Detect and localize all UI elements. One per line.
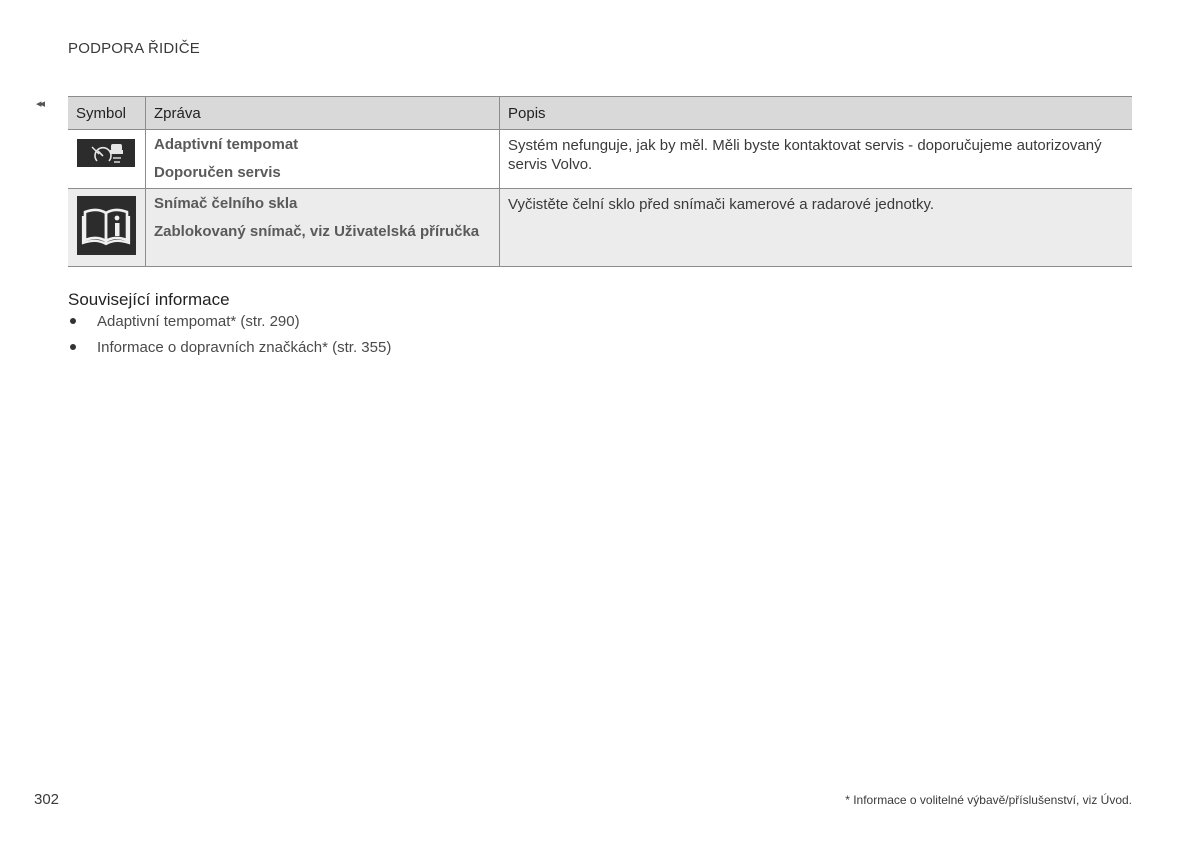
description-cell bbox=[500, 130, 1133, 189]
continued-marker-icon: ◂◂ bbox=[36, 98, 44, 110]
description-text: Vyčistěte čelní sklo před snímači kamerové a radarové jednotky. bbox=[508, 196, 935, 213]
message-cell bbox=[146, 130, 500, 189]
related-link-adaptive-cruise[interactable] bbox=[68, 312, 391, 338]
message-table bbox=[68, 96, 1132, 267]
section-title: PODPORA ŘIDIČE bbox=[68, 40, 200, 57]
message-title: Snímač čelního skla bbox=[154, 195, 298, 212]
message-subtitle: Doporučen servis bbox=[154, 164, 281, 181]
symbol-cell bbox=[68, 189, 146, 267]
related-link-traffic-signs[interactable] bbox=[68, 338, 391, 364]
cruise-control-warning-icon bbox=[77, 139, 135, 167]
related-link-label: Informace o dopravních značkách* (str. 355) bbox=[97, 339, 392, 356]
column-header-description: Popis bbox=[500, 97, 1133, 130]
table-header-row bbox=[68, 97, 1132, 130]
message-subtitle: Zablokovaný snímač, viz Uživatelská příručka bbox=[154, 223, 480, 240]
description-cell bbox=[500, 189, 1133, 267]
column-header-symbol: Symbol bbox=[68, 97, 146, 130]
column-header-message: Zpráva bbox=[146, 97, 500, 130]
message-cell bbox=[146, 189, 500, 267]
related-info-list bbox=[68, 312, 391, 364]
manual-info-book-icon bbox=[77, 196, 136, 255]
table-row bbox=[68, 130, 1132, 189]
footnote: * Informace o volitelné výbavě/příslušenství, viz Úvod. bbox=[845, 793, 1132, 807]
related-link-label: Adaptivní tempomat* (str. 290) bbox=[97, 313, 300, 330]
related-info-heading: Související informace bbox=[68, 290, 230, 309]
table-row bbox=[68, 189, 1132, 267]
symbol-cell bbox=[68, 130, 146, 189]
bullet-icon bbox=[70, 318, 76, 324]
message-title: Adaptivní tempomat bbox=[154, 136, 299, 153]
page-number: 302 bbox=[34, 791, 60, 808]
description-text: Systém nefunguje, jak by měl. Měli byste kontaktovat servis - doporučujeme autorizovaný servis Volvo. bbox=[508, 137, 1102, 173]
bullet-icon bbox=[70, 344, 76, 350]
